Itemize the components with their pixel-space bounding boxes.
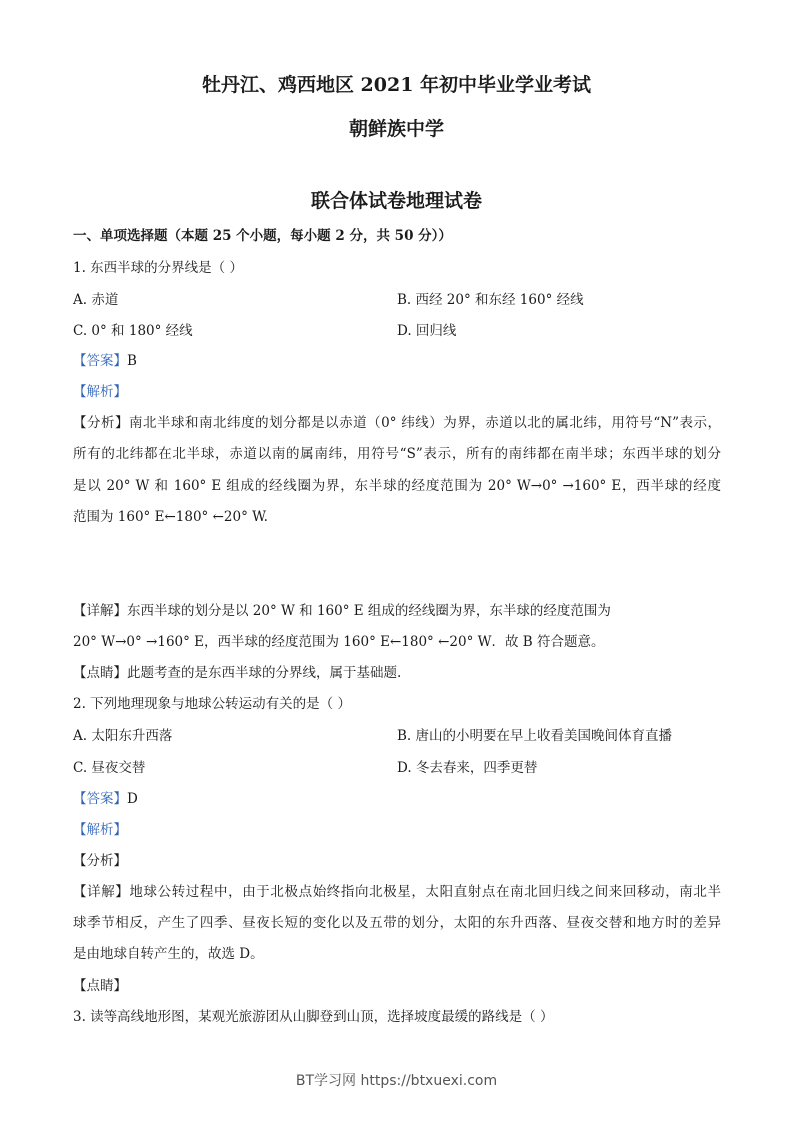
q2-option-a: A. 太阳东升西落 — [73, 728, 173, 744]
q2-option-b: B. 唐山的小明要在早上收看美国晚间体育直播 — [397, 728, 673, 744]
q2-xiangjie-line-3: 是由地球自转产生的，故选 D。 — [73, 946, 264, 962]
q1-option-c: C. 0° 和 180° 经线 — [73, 323, 193, 339]
q2-xiangjie-line-1: 【详解】地球公转过程中，由于北极点始终指向北极星，太阳直射点在南北回归线之间来回移动，南北半 — [73, 884, 721, 900]
q1-answer-value: B — [127, 353, 137, 369]
q2-analysis-tag: 【解析】 — [73, 822, 127, 838]
q1-answer — [73, 349, 137, 369]
q2-answer-value: D — [127, 791, 138, 807]
question-1-stem: 1. 东西半球的分界线是（ ） — [73, 260, 243, 276]
q1-fenxi-line-4: 范围为 160° E←180° ←20° W. — [73, 509, 268, 525]
q1-option-d: D. 回归线 — [397, 323, 457, 339]
q1-dianjing: 【点睛】此题考查的是东西半球的分界线，属于基础题. — [73, 665, 402, 681]
footer-watermark: BT学习网 https://btxuexi.com — [295, 1073, 498, 1089]
q1-xiangjie-line-2: 20° W→0° →160° E，西半球的经度范围为 160° E←180° ←20° W．故 B 符合题意。 — [73, 634, 605, 650]
answer-tag: 【答案】 — [73, 791, 127, 807]
q2-fenxi: 【分析】 — [73, 853, 127, 869]
q1-fenxi-line-3: 是以 20° W 和 160° E 组成的经线圈为界，东半球的经度范围为 20° W→0° →160° E，西半球的经度 — [73, 478, 721, 494]
school-name: 朝鲜族中学 — [348, 118, 444, 140]
q2-option-d: D. 冬去春来，四季更替 — [397, 760, 538, 776]
section-heading: 一、单项选择题（本题 25 个小题，每小题 2 分，共 50 分）） — [73, 228, 452, 244]
q2-answer — [73, 787, 138, 807]
q1-option-b: B. 西经 20° 和东经 160° 经线 — [397, 292, 584, 308]
q2-option-c: C. 昼夜交替 — [73, 760, 146, 776]
exam-title: 牡丹江、鸡西地区 2021 年初中毕业学业考试 — [201, 74, 592, 96]
q1-option-a: A. 赤道 — [73, 292, 119, 308]
q2-dianjing: 【点睛】 — [73, 978, 127, 994]
paper-title: 联合体试卷地理试卷 — [310, 190, 482, 212]
q2-xiangjie-line-2: 球季节相反，产生了四季、昼夜长短的变化以及五带的划分，太阳的东升西落、昼夜交替和地方时的差异 — [73, 915, 721, 931]
q1-fenxi-line-1: 【分析】南北半球和南北纬度的划分都是以赤道（0° 纬线）为界，赤道以北的属北纬，用符号“N”表示， — [73, 415, 721, 431]
answer-tag: 【答案】 — [73, 353, 127, 369]
q1-analysis-tag: 【解析】 — [73, 384, 127, 400]
question-2-stem: 2. 下列地理现象与地球公转运动有关的是（ ） — [73, 696, 351, 712]
question-3-stem: 3. 读等高线地形图，某观光旅游团从山脚登到山顶，选择坡度最缓的路线是（ ） — [73, 1009, 554, 1025]
q1-fenxi-line-2: 所有的北纬都在北半球，赤道以南的属南纬，用符号“S”表示，所有的南纬都在南半球；东西半球的划分 — [73, 446, 721, 462]
q1-xiangjie-line-1: 【详解】东西半球的划分是以 20° W 和 160° E 组成的经线圈为界，东半球的经度范围为 — [73, 603, 611, 619]
